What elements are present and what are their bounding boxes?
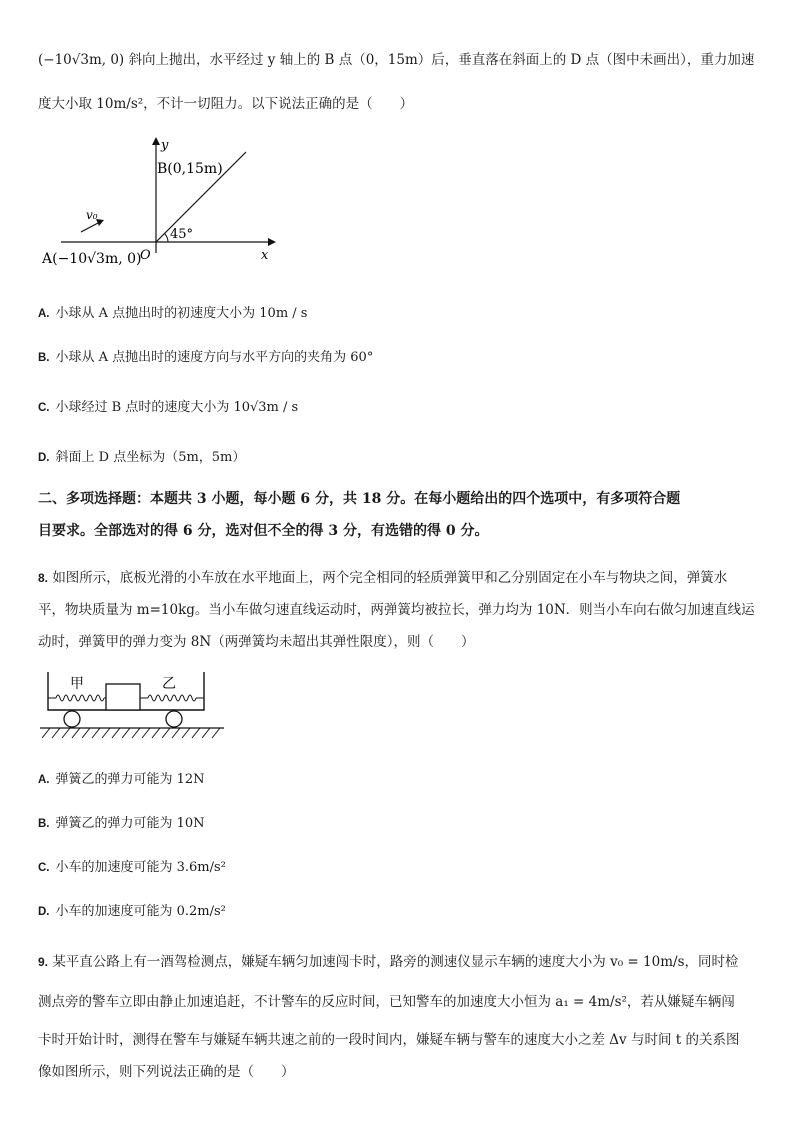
point-a-label: A(−10√3m, 0) (42, 251, 142, 267)
origin-label: O (140, 248, 151, 263)
spring-left (48, 695, 106, 701)
y-axis-arrow-icon (152, 137, 160, 145)
q9-number: 9. (38, 955, 49, 969)
q8-stem-line-1: 8. 如图所示，底板光滑的小车放在水平地面上，两个完全相同的轻质弹簧甲和乙分别固定在小车与物块之间，弹簧水 (38, 570, 728, 586)
q8-number: 8. (38, 571, 49, 585)
q8-option-d[interactable]: D. 小车的加速度可能为 0.2m/s² (38, 904, 226, 919)
y-axis-label: y (161, 138, 169, 153)
q8-option-a[interactable]: A. 弹簧乙的弹力可能为 12N (38, 772, 205, 787)
point-b-label: B(0,15m) (157, 161, 223, 177)
section-2-heading-line-2: 目要求。全部选对的得 6 分，选对但不全的得 3 分，有选错的得 0 分。 (38, 523, 489, 539)
q8-option-b[interactable]: B. 弹簧乙的弹力可能为 10N (38, 816, 205, 831)
block (106, 684, 140, 710)
spring-right (140, 695, 204, 701)
q9-stem-line-1: 9. 某平直公路上有一酒驾检测点，嫌疑车辆匀加速闯卡时，路旁的测速仪显示车辆的速度大小为 v₀ = 10m/s，同时检 (38, 954, 739, 970)
q8-cart-figure (36, 668, 236, 748)
q9-stem-line-3: 卡时开始计时，测得在警车与嫌疑车辆共速之前的一段时间内，嫌疑车辆与警车的速度大小之差 Δv 与时间 t 的关系图 (38, 1032, 740, 1048)
angle-arc (165, 234, 169, 243)
q7-option-a[interactable]: A. 小球从 A 点抛出时的初速度大小为 10m / s (38, 306, 308, 321)
spring-left-label: 甲 (70, 676, 84, 692)
v0-arrow (81, 223, 98, 232)
q8-option-c[interactable]: C. 小车的加速度可能为 3.6m/s² (38, 860, 226, 875)
q9-stem-line-4: 像如图所示，则下列说法正确的是（ ） (38, 1064, 295, 1080)
ground-hatching (42, 728, 220, 738)
spring-right-label: 乙 (162, 676, 176, 692)
angle-label: 45° (170, 227, 194, 242)
q8-stem-line-2: 平，物块质量为 m=10kg。当小车做匀速直线运动时，两弹簧均被拉长，弹力均为 10N．则当小车向右做匀加速直线运 (38, 602, 755, 618)
wheel-right (166, 711, 182, 727)
q7-stem-line-1: (−10√3m, 0) 斜向上抛出，水平经过 y 轴上的 B 点（0，15m）后，垂直落在斜面上的 D 点（图中未画出），重力加速 (38, 52, 755, 68)
q7-option-d[interactable]: D. 斜面上 D 点坐标为（5m，5m） (38, 450, 246, 465)
x-axis-label: x (261, 248, 269, 263)
q7-option-c[interactable]: C. 小球经过 B 点时的速度大小为 10√3m / s (38, 400, 299, 415)
section-2-heading-line-1: 二、多项选择题：本题共 3 小题，每小题 6 分，共 18 分。在每小题给出的四个选项中，有多项符合题 (38, 491, 681, 507)
wheel-left (64, 711, 80, 727)
q7-stem-line-2: 度大小取 10m/s²，不计一切阻力。以下说法正确的是（ ） (38, 96, 414, 112)
q9-stem-line-2: 测点旁的警车立即由静止加速追赶，不计警车的反应时间，已知警车的加速度大小恒为 a₁ = 4m/s²，若从嫌疑车辆闯 (38, 994, 735, 1010)
q8-stem-line-3: 动时，弹簧甲的弹力变为 8N（两弹簧均未超出其弹性限度），则（ ） (38, 634, 475, 650)
x-axis-arrow-icon (268, 238, 276, 246)
v0-label: v₀ (86, 208, 98, 222)
q7-coordinate-figure (36, 135, 286, 275)
q7-option-b[interactable]: B. 小球从 A 点抛出时的速度方向与水平方向的夹角为 60° (38, 350, 374, 365)
